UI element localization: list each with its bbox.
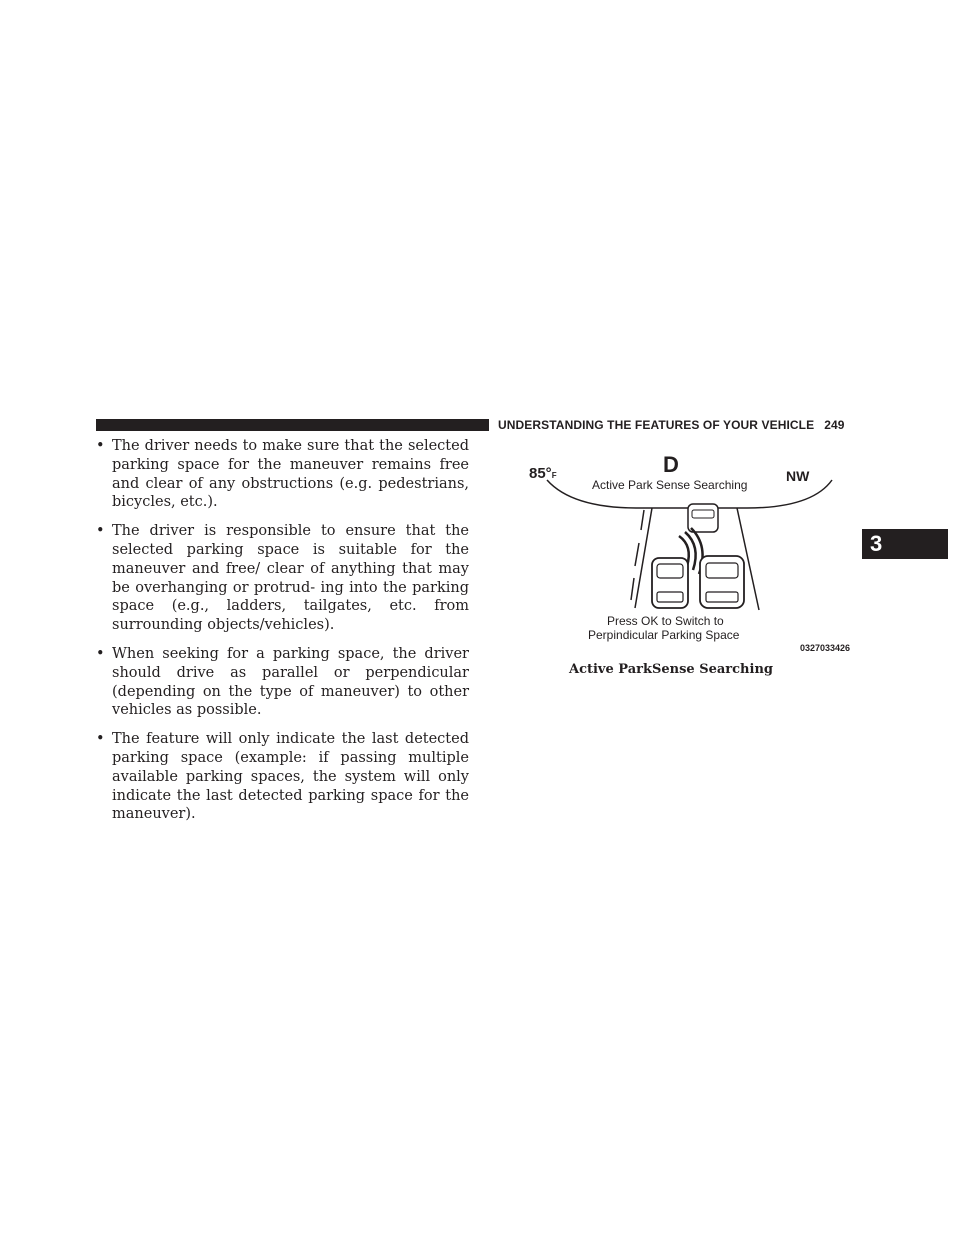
gear-indicator: D (663, 452, 679, 477)
list-item (96, 730, 469, 824)
parked-vehicle-icon (700, 556, 744, 608)
bullet-dot: • (96, 438, 105, 454)
parksense-display-figure (527, 448, 859, 658)
list-item-text: The feature will only indicate the last detected parking space (example: if passing multiple available parking spaces, the system will only indicate the last detected parking space for the maneuver). (112, 731, 469, 823)
figure-caption: Active ParkSense Searching (568, 662, 773, 677)
prompt-line-1: Press OK to Switch to (607, 614, 724, 628)
list-item-text: The driver is responsible to ensure that the selected parking space is suitable for the maneuver and free/ clear of anything that may be overhanging or protrud- ing into the parking space (e.g., ladders, tailgates, etc. from surrounding objects/vehicles). (112, 523, 469, 634)
list-item (96, 645, 469, 720)
page-number: 249 (824, 418, 845, 432)
temperature-readout: 85°F (529, 465, 557, 482)
bullet-list (96, 437, 469, 834)
bullet-dot: • (96, 645, 105, 662)
list-item (96, 522, 469, 635)
compass-direction: NW (786, 468, 810, 484)
list-item-text: When seeking for a parking space, the driver should drive as parallel or perpendicular (depending on the type of maneuver) to other vehicles as possible. (112, 645, 469, 719)
bullet-dot: • (96, 523, 105, 540)
own-vehicle-icon (652, 558, 688, 608)
prompt-line-2: Perpindicular Parking Space (588, 628, 740, 642)
running-header (498, 418, 845, 432)
list-item (96, 437, 469, 512)
image-code: 0327033426 (800, 643, 851, 653)
parksense-status: Active Park Sense Searching (592, 478, 748, 492)
list-item-text: The driver needs to make sure that the selected parking space for the maneuver remains free and clear of any obstructions (e.g. pedestrians, bicycles, etc.). (112, 438, 469, 511)
section-title: UNDERSTANDING THE FEATURES OF YOUR VEHICLE (498, 418, 815, 432)
chapter-tab: 3 (862, 529, 948, 559)
bullet-dot: • (96, 731, 105, 748)
header-rule (96, 419, 489, 431)
